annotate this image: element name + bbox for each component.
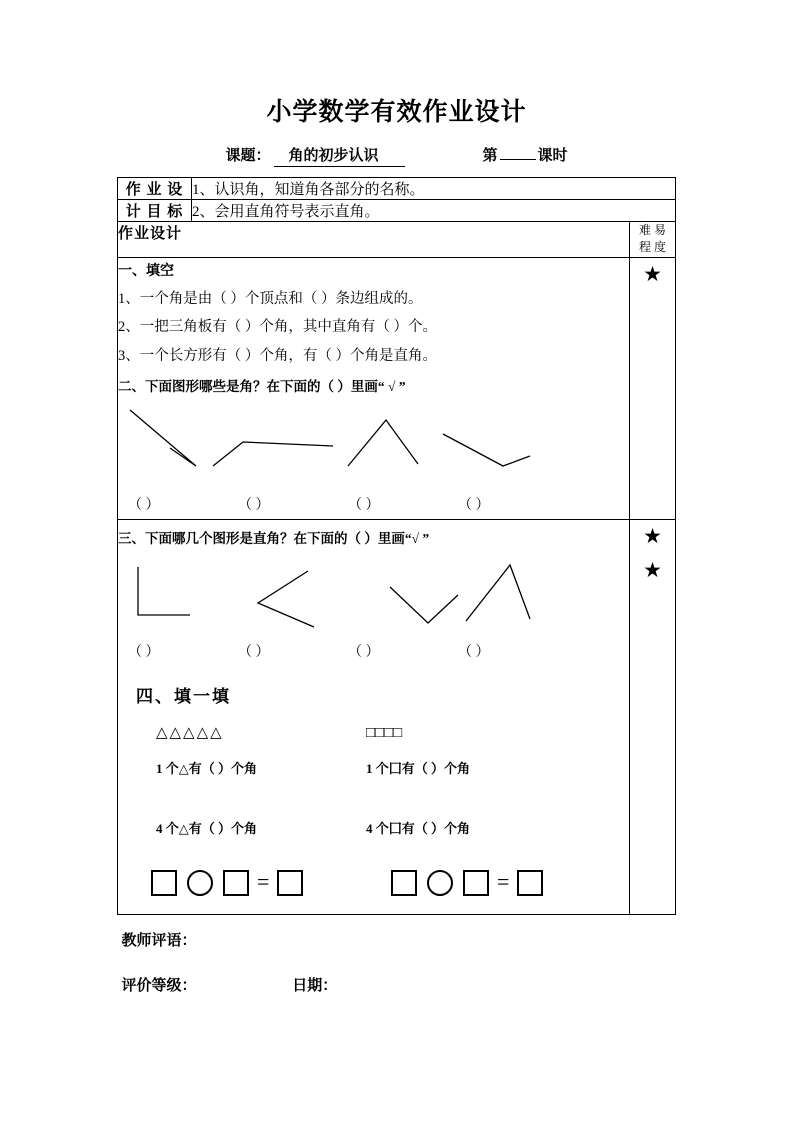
- period-label: 第: [482, 148, 498, 164]
- difficulty-star-1: ★: [643, 524, 662, 549]
- page-title: 小学数学有效作业设计: [266, 99, 527, 126]
- section4-heading: 四、填一填: [135, 687, 231, 707]
- section-1-2-row: [117, 257, 675, 520]
- header-row: [117, 222, 675, 258]
- footer: [118, 929, 676, 995]
- subject-line: [0, 144, 793, 167]
- section-1-2-content: [117, 257, 629, 520]
- equation-2-box-b[interactable]: [463, 870, 489, 896]
- teacher-comment-label: 教师评语：: [121, 933, 197, 950]
- section2-paren-3[interactable]: （ ）: [347, 498, 380, 514]
- design-header: 作业设计: [117, 222, 629, 258]
- goal-row-2: [117, 200, 675, 222]
- equation-1-box-c[interactable]: [277, 870, 303, 896]
- goal-text-2: 2、会用直角符号表示直角。: [191, 200, 675, 222]
- triangle-glyphs: △△△△△: [155, 725, 224, 742]
- section1-q3: 3、一个长方形有（ ）个角，有（ ）个角是直角。: [117, 347, 437, 364]
- section3-paren-1[interactable]: （ ）: [127, 644, 160, 660]
- section2-paren-4[interactable]: （ ）: [457, 498, 490, 514]
- equation-1-box-a[interactable]: [151, 870, 177, 896]
- section4-count-row-2: [156, 816, 629, 841]
- count-1-triangle[interactable]: 1 个△有（ ）个角: [155, 761, 257, 777]
- equation-2-circle-op[interactable]: [427, 870, 453, 896]
- section-3-4-row: [117, 520, 675, 915]
- section2-paren-2[interactable]: （ ）: [237, 498, 270, 514]
- section3-figures: [118, 557, 629, 637]
- difficulty-header: [629, 222, 675, 258]
- grade-label: 评价等级：: [121, 978, 197, 995]
- goal-label-2: 计 目 标: [117, 200, 191, 222]
- date-label: 日期：: [292, 978, 338, 995]
- section2-figures: [118, 404, 629, 490]
- goal-row-1: [117, 178, 675, 200]
- subject-value: 角的初步认识: [274, 144, 404, 167]
- count-4-triangle[interactable]: 4 个△有（ ）个角: [155, 820, 257, 836]
- section3-difficulty: [629, 520, 675, 915]
- section2-parens: [118, 492, 629, 519]
- equation-1-box-b[interactable]: [223, 870, 249, 896]
- angle-figures-svg: [118, 404, 538, 490]
- section2-paren-1[interactable]: （ ）: [127, 498, 160, 514]
- section3-paren-4[interactable]: （ ）: [457, 644, 490, 660]
- goal-label-1: 作 业 设: [117, 178, 191, 200]
- difficulty-header-line2: 程 度: [638, 240, 666, 255]
- section4-glyph-row: [156, 719, 629, 748]
- section1-difficulty: ★: [629, 257, 675, 520]
- equation-1[interactable]: [146, 861, 386, 904]
- worksheet-table: [117, 177, 676, 915]
- section2-heading: 二、下面图形哪些是角？在下面的（ ）里画“ √ ”: [117, 378, 406, 394]
- section4-equations: [146, 861, 629, 904]
- square-glyphs: □□□□: [365, 725, 403, 742]
- section3-heading: 三、下面哪几个图形是直角？在下面的（ ）里画“√ ”: [117, 531, 430, 547]
- difficulty-star-2: ★: [643, 558, 662, 583]
- section3-parens: [118, 639, 629, 666]
- equation-1-circle-op[interactable]: [187, 870, 213, 896]
- section4-count-row-1: [156, 756, 629, 781]
- grade-row: [118, 974, 676, 995]
- right-angle-figures-svg: [118, 557, 538, 637]
- section1-q1: 1、一个角是由（ ）个顶点和（ ）条边组成的。: [117, 291, 423, 308]
- section1-heading: 一、填空: [117, 263, 174, 279]
- count-4-square[interactable]: 4 个囗有（ ）个角: [365, 820, 470, 836]
- equation-2-box-a[interactable]: [391, 870, 417, 896]
- period-suffix: 课时: [537, 148, 568, 164]
- goal-text-1: 1、认识角，知道角各部分的名称。: [191, 178, 675, 200]
- section3-paren-2[interactable]: （ ）: [237, 644, 270, 660]
- section3-paren-3[interactable]: （ ）: [347, 644, 380, 660]
- section-3-4-content: [117, 520, 629, 915]
- count-1-square[interactable]: 1 个囗有（ ）个角: [365, 761, 470, 777]
- equation-2-equals: =: [496, 869, 510, 895]
- subject-label: 课题：: [225, 148, 271, 164]
- equation-1-equals: =: [256, 869, 270, 895]
- equation-2[interactable]: [386, 861, 626, 904]
- section1-q2: 2、一把三角板有（ ）个角，其中直角有（ ）个。: [117, 319, 437, 336]
- difficulty-header-line1: 难 易: [638, 223, 666, 237]
- period-blank: [500, 159, 536, 160]
- equation-2-box-c[interactable]: [517, 870, 543, 896]
